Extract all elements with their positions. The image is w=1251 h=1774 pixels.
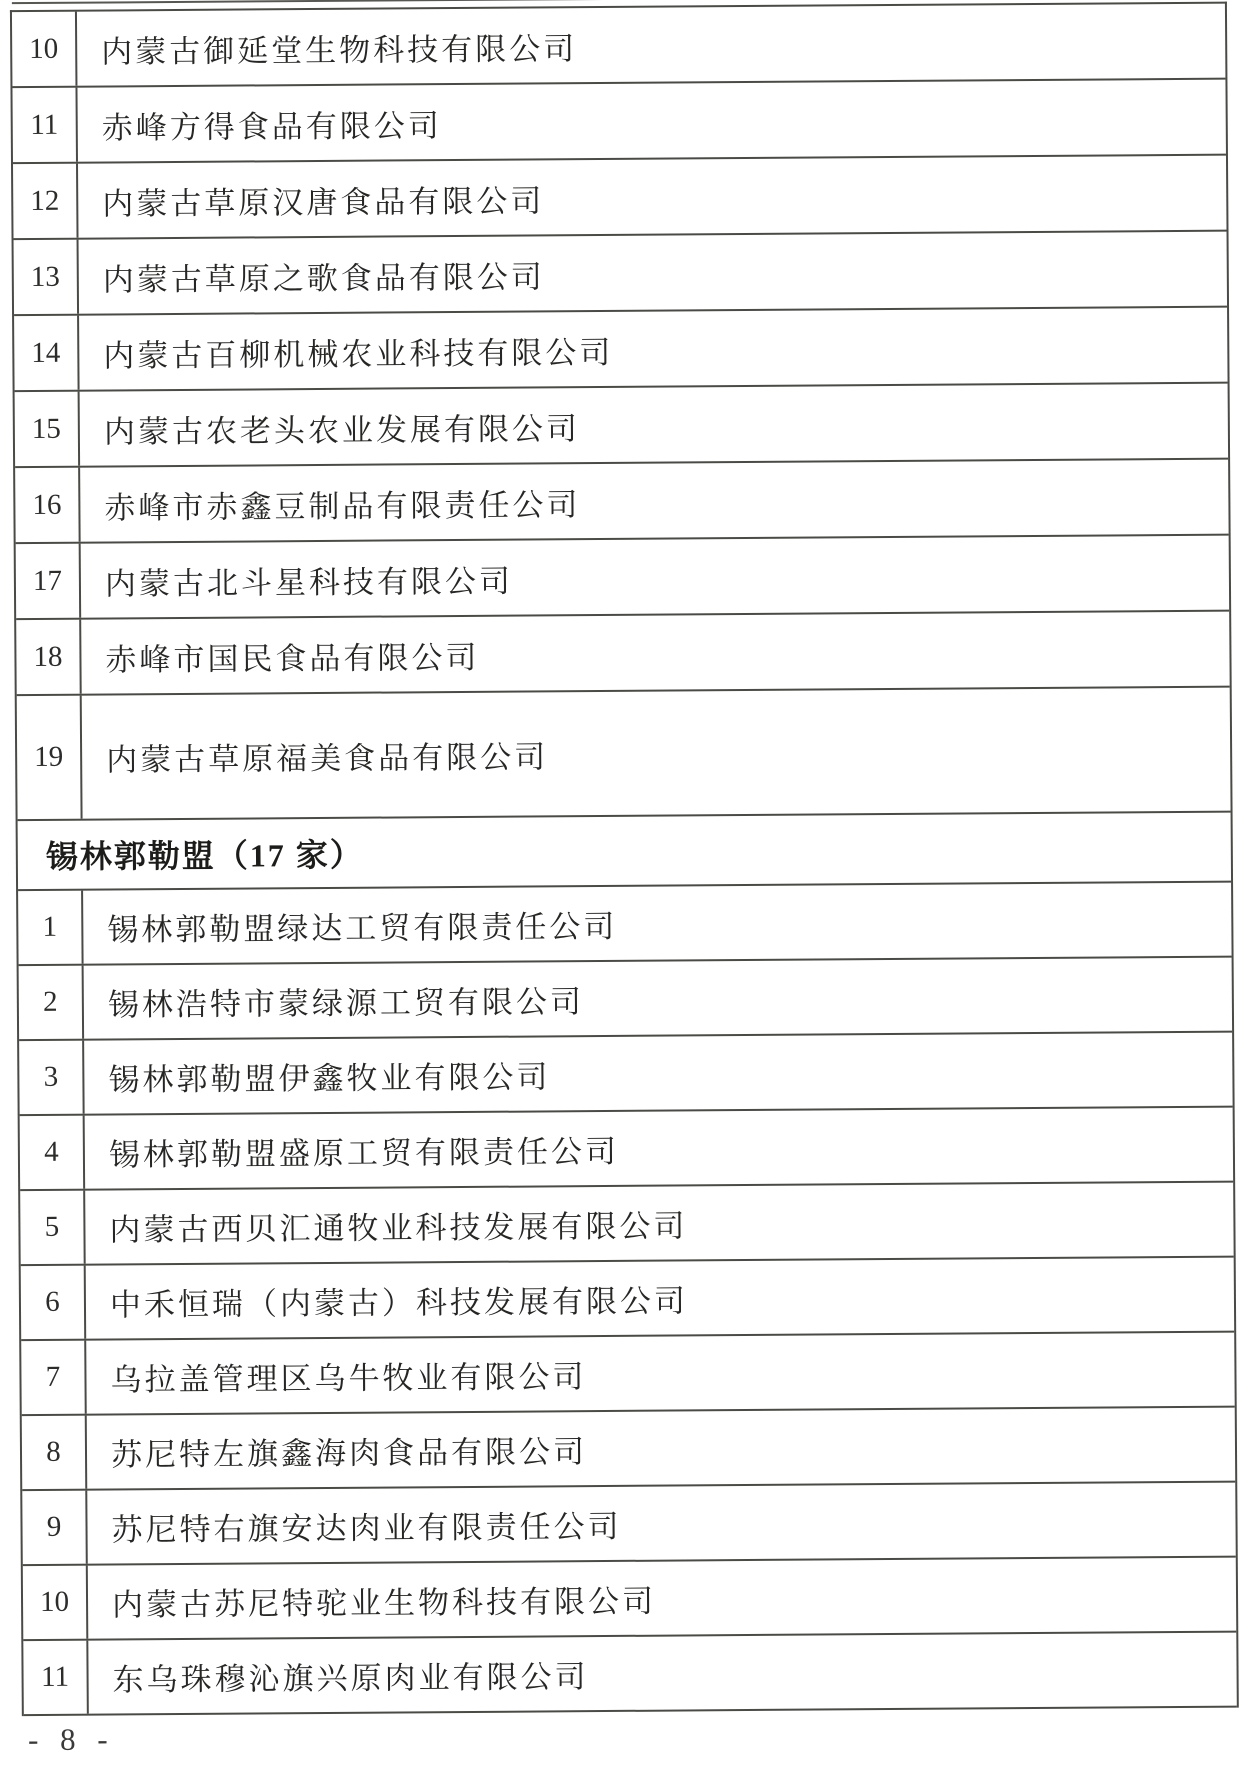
company-name-cell: 内蒙古御延堂生物科技有限公司 <box>101 30 578 70</box>
row-number-cell: 5 <box>20 1191 86 1264</box>
table-row <box>21 1333 1234 1416</box>
company-name-cell: 赤峰市国民食品有限公司 <box>105 639 480 677</box>
row-number-cell: 16 <box>15 468 81 542</box>
page-number: - 8 - <box>27 1721 115 1758</box>
table-row <box>16 612 1230 696</box>
company-name-cell: 内蒙古草原之歌食品有限公司 <box>102 258 545 297</box>
company-name-cell: 苏尼特左旗鑫海肉食品有限公司 <box>110 1434 588 1473</box>
table-row <box>18 883 1231 966</box>
table-row <box>15 384 1229 468</box>
table-row <box>22 1408 1235 1491</box>
company-name-cell: 苏尼特右旗安达肉业有限责任公司 <box>111 1508 622 1548</box>
row-number-cell: 6 <box>21 1266 87 1339</box>
table-row <box>21 1258 1234 1341</box>
company-name-cell: 内蒙古农老头农业发展有限公司 <box>103 410 580 449</box>
row-number-cell: 7 <box>21 1341 87 1414</box>
company-name-cell: 内蒙古草原福美食品有限公司 <box>106 739 549 778</box>
row-number-cell: 18 <box>16 620 82 694</box>
row-number-cell: 1 <box>18 891 84 964</box>
row-number-cell: 3 <box>19 1041 85 1114</box>
row-number-cell: 9 <box>22 1491 88 1564</box>
table-row <box>12 80 1226 164</box>
table-row <box>22 1483 1235 1566</box>
table-row <box>12 4 1226 88</box>
table-row <box>19 958 1232 1041</box>
row-number-cell: 10 <box>23 1566 89 1639</box>
table-row <box>23 1633 1236 1716</box>
table-row <box>16 536 1230 620</box>
section-header-label: 锡林郭勒盟（17 家） <box>45 836 364 875</box>
table-row <box>20 1108 1233 1191</box>
company-name-cell: 乌拉盖管理区乌牛牧业有限公司 <box>110 1359 587 1398</box>
company-name-cell: 内蒙古苏尼特驼业生物科技有限公司 <box>111 1583 657 1623</box>
table-row <box>15 460 1229 544</box>
company-name-cell: 锡林郭勒盟盛原工贸有限责任公司 <box>108 1133 620 1173</box>
section-header-row <box>18 813 1231 891</box>
table-row <box>17 688 1231 821</box>
company-name-cell: 锡林浩特市蒙绿源工贸有限公司 <box>107 984 584 1023</box>
company-name-cell: 内蒙古西贝汇通牧业科技发展有限公司 <box>109 1208 688 1248</box>
company-name-cell: 锡林郭勒盟伊鑫牧业有限公司 <box>108 1059 551 1098</box>
row-number-cell: 10 <box>12 12 78 86</box>
table-row <box>14 308 1228 392</box>
table-row <box>14 232 1228 316</box>
company-name-cell: 赤峰方得食品有限公司 <box>101 107 442 146</box>
row-number-cell: 12 <box>13 164 79 238</box>
table-row <box>20 1183 1233 1266</box>
company-name-cell: 东乌珠穆沁旗兴原肉业有限公司 <box>112 1659 589 1698</box>
row-number-cell: 15 <box>15 392 81 466</box>
row-number-cell: 14 <box>14 316 80 390</box>
company-list-table <box>10 2 1239 1716</box>
row-number-cell: 11 <box>23 1641 89 1714</box>
row-number-cell: 11 <box>12 88 78 162</box>
row-number-cell: 2 <box>19 966 85 1039</box>
company-name-cell: 锡林郭勒盟绿达工贸有限责任公司 <box>107 908 618 948</box>
row-number-cell: 19 <box>17 696 83 819</box>
table-row <box>23 1558 1236 1641</box>
company-name-cell: 赤峰市赤鑫豆制品有限责任公司 <box>104 486 581 525</box>
row-number-cell: 17 <box>16 544 82 618</box>
row-number-cell: 8 <box>22 1416 88 1489</box>
company-name-cell: 内蒙古百柳机械农业科技有限公司 <box>103 334 614 373</box>
company-name-cell: 中禾恒瑞（内蒙古）科技发展有限公司 <box>109 1283 689 1323</box>
company-name-cell: 内蒙古北斗星科技有限公司 <box>104 563 514 601</box>
row-number-cell: 4 <box>20 1116 86 1189</box>
table-row <box>13 156 1227 240</box>
company-name-cell: 内蒙古草原汉唐食品有限公司 <box>102 182 545 221</box>
row-number-cell: 13 <box>14 240 80 314</box>
table-row <box>19 1033 1232 1116</box>
